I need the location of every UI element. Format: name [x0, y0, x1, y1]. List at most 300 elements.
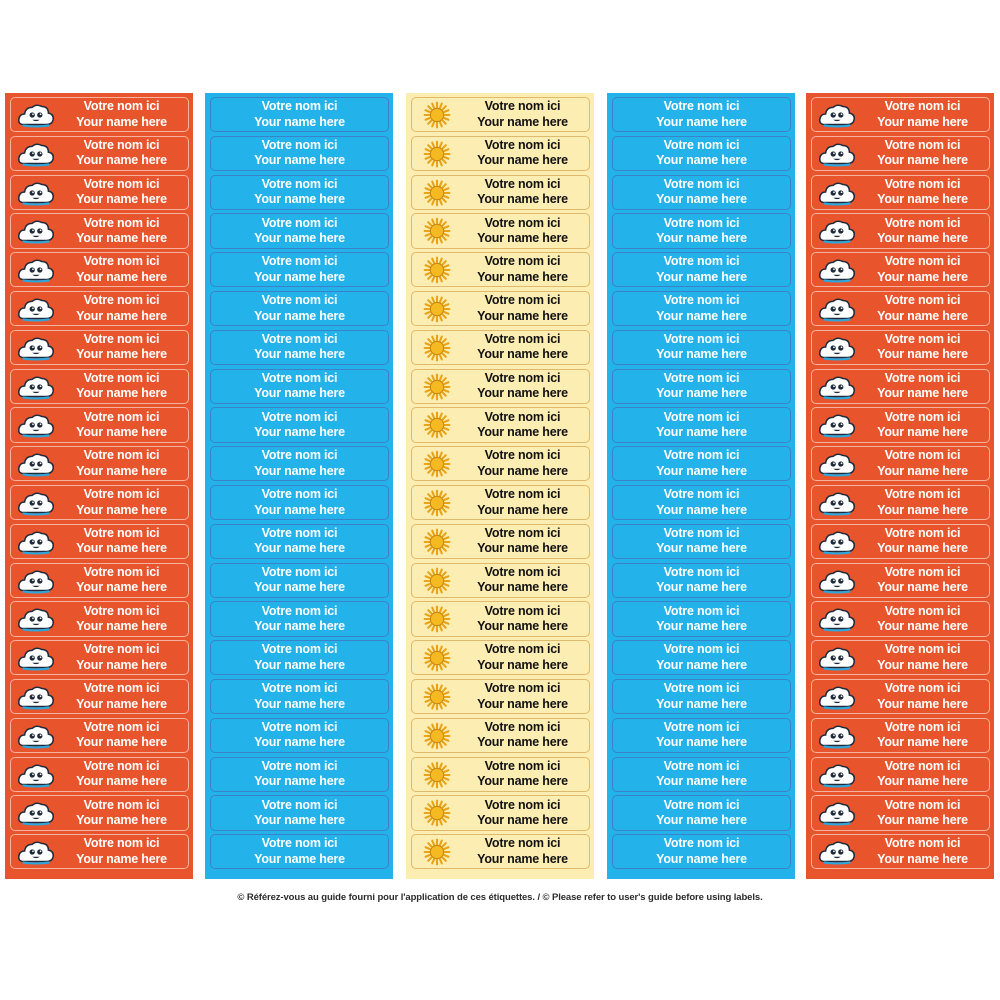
label-line-french: Votre nom ici: [884, 681, 961, 696]
label-text: [59, 643, 184, 672]
label-line-english: Your name here: [477, 192, 568, 207]
name-label: [10, 563, 189, 598]
name-label: [612, 524, 791, 559]
label-line-french: Votre nom ici: [884, 797, 961, 812]
label-text: [460, 566, 585, 595]
label-line-english: Your name here: [254, 463, 345, 478]
label-text: [215, 100, 384, 129]
label-line-english: Your name here: [477, 735, 568, 750]
name-label: [612, 252, 791, 287]
name-label: [612, 718, 791, 753]
name-label: [210, 795, 389, 830]
cloud-icon: [818, 761, 856, 789]
label-line-french: Votre nom ici: [884, 99, 961, 114]
label-text: [59, 604, 184, 633]
name-label: [811, 291, 990, 326]
name-label: [811, 175, 990, 210]
name-label: [811, 485, 990, 520]
name-label: [411, 175, 590, 210]
name-label: [210, 679, 389, 714]
label-line-english: Your name here: [656, 696, 747, 711]
name-label: [10, 640, 189, 675]
sun-icon: [418, 256, 456, 284]
label-line-french: Votre nom ici: [83, 487, 160, 502]
label-line-french: Votre nom ici: [83, 681, 160, 696]
label-line-english: Your name here: [656, 619, 747, 634]
label-line-english: Your name here: [656, 114, 747, 129]
label-text: [617, 255, 786, 284]
name-label: [411, 291, 590, 326]
name-label: [811, 718, 990, 753]
label-line-english: Your name here: [76, 192, 167, 207]
label-line-english: Your name here: [656, 192, 747, 207]
label-line-english: Your name here: [254, 231, 345, 246]
label-text: [59, 449, 184, 478]
sun-icon: [418, 411, 456, 439]
label-text: [460, 100, 585, 129]
label-line-english: Your name here: [76, 231, 167, 246]
label-line-english: Your name here: [76, 851, 167, 866]
label-line-english: Your name here: [656, 425, 747, 440]
label-text: [215, 682, 384, 711]
name-label: [612, 679, 791, 714]
label-line-english: Your name here: [477, 308, 568, 323]
name-label: [811, 757, 990, 792]
label-line-english: Your name here: [254, 541, 345, 556]
label-line-french: Votre nom ici: [884, 836, 961, 851]
label-line-french: Votre nom ici: [663, 293, 740, 308]
label-line-english: Your name here: [656, 735, 747, 750]
label-line-french: Votre nom ici: [261, 719, 338, 734]
cloud-icon: [17, 722, 55, 750]
label-line-english: Your name here: [477, 269, 568, 284]
cloud-icon: [17, 605, 55, 633]
label-column-blue-left: [205, 93, 393, 879]
label-text: [215, 760, 384, 789]
cloud-icon: [17, 761, 55, 789]
label-line-french: Votre nom ici: [83, 293, 160, 308]
label-line-english: Your name here: [254, 735, 345, 750]
label-text: [860, 178, 985, 207]
label-line-english: Your name here: [877, 735, 968, 750]
cloud-icon: [17, 644, 55, 672]
label-text: [860, 255, 985, 284]
label-line-french: Votre nom ici: [261, 293, 338, 308]
cloud-icon: [17, 838, 55, 866]
cloud-icon: [818, 722, 856, 750]
label-text: [215, 216, 384, 245]
label-line-english: Your name here: [254, 386, 345, 401]
cloud-icon: [818, 605, 856, 633]
sun-icon: [418, 722, 456, 750]
label-line-english: Your name here: [877, 619, 968, 634]
label-line-french: Votre nom ici: [484, 176, 561, 191]
label-line-french: Votre nom ici: [83, 409, 160, 424]
name-label: [612, 446, 791, 481]
label-text: [215, 333, 384, 362]
label-line-english: Your name here: [477, 657, 568, 672]
label-line-english: Your name here: [477, 774, 568, 789]
label-line-english: Your name here: [877, 502, 968, 517]
label-line-english: Your name here: [254, 425, 345, 440]
label-line-english: Your name here: [477, 541, 568, 556]
label-text: [860, 372, 985, 401]
cloud-icon: [17, 334, 55, 362]
label-line-french: Votre nom ici: [261, 603, 338, 618]
sun-icon: [418, 489, 456, 517]
name-label: [210, 718, 389, 753]
label-line-french: Votre nom ici: [663, 564, 740, 579]
label-line-english: Your name here: [76, 114, 167, 129]
name-label: [10, 718, 189, 753]
name-label: [411, 524, 590, 559]
label-line-english: Your name here: [76, 541, 167, 556]
label-text: [617, 410, 786, 439]
label-line-french: Votre nom ici: [261, 836, 338, 851]
label-line-english: Your name here: [877, 696, 968, 711]
sun-icon: [418, 217, 456, 245]
label-line-french: Votre nom ici: [884, 370, 961, 385]
sun-icon: [418, 605, 456, 633]
label-column-cloud-left: [5, 93, 193, 879]
label-line-french: Votre nom ici: [484, 564, 561, 579]
cloud-icon: [818, 373, 856, 401]
label-line-french: Votre nom ici: [484, 758, 561, 773]
label-line-french: Votre nom ici: [663, 331, 740, 346]
cloud-icon: [818, 179, 856, 207]
name-label: [411, 97, 590, 132]
label-line-french: Votre nom ici: [83, 448, 160, 463]
cloud-icon: [818, 799, 856, 827]
label-line-english: Your name here: [254, 269, 345, 284]
label-line-french: Votre nom ici: [663, 215, 740, 230]
label-line-english: Your name here: [877, 851, 968, 866]
cloud-icon: [818, 489, 856, 517]
label-line-french: Votre nom ici: [484, 99, 561, 114]
label-line-french: Votre nom ici: [83, 176, 160, 191]
name-label: [811, 252, 990, 287]
label-line-french: Votre nom ici: [663, 370, 740, 385]
label-line-french: Votre nom ici: [261, 758, 338, 773]
name-label: [811, 330, 990, 365]
cloud-icon: [818, 334, 856, 362]
label-line-french: Votre nom ici: [83, 564, 160, 579]
label-text: [460, 604, 585, 633]
label-text: [617, 294, 786, 323]
label-line-french: Votre nom ici: [83, 215, 160, 230]
label-line-french: Votre nom ici: [261, 448, 338, 463]
name-label: [10, 213, 189, 248]
name-label: [10, 252, 189, 287]
label-line-french: Votre nom ici: [261, 642, 338, 657]
label-line-french: Votre nom ici: [484, 642, 561, 657]
label-line-english: Your name here: [254, 192, 345, 207]
cloud-icon: [17, 295, 55, 323]
name-label: [10, 679, 189, 714]
cloud-icon: [818, 450, 856, 478]
label-text: [860, 604, 985, 633]
label-line-french: Votre nom ici: [484, 215, 561, 230]
name-label: [612, 369, 791, 404]
label-line-english: Your name here: [76, 425, 167, 440]
label-text: [860, 760, 985, 789]
label-text: [617, 333, 786, 362]
label-line-french: Votre nom ici: [261, 99, 338, 114]
label-text: [59, 294, 184, 323]
label-line-french: Votre nom ici: [484, 254, 561, 269]
label-line-french: Votre nom ici: [83, 370, 160, 385]
name-label: [411, 757, 590, 792]
label-text: [860, 721, 985, 750]
label-line-french: Votre nom ici: [884, 409, 961, 424]
label-text: [59, 527, 184, 556]
label-text: [215, 721, 384, 750]
label-line-french: Votre nom ici: [663, 603, 740, 618]
label-text: [617, 449, 786, 478]
label-text: [860, 682, 985, 711]
label-line-french: Votre nom ici: [884, 254, 961, 269]
label-line-french: Votre nom ici: [261, 409, 338, 424]
label-text: [617, 488, 786, 517]
label-text: [617, 372, 786, 401]
sun-icon: [418, 838, 456, 866]
label-line-english: Your name here: [76, 153, 167, 168]
label-line-english: Your name here: [656, 774, 747, 789]
label-line-french: Votre nom ici: [484, 409, 561, 424]
name-label: [811, 407, 990, 442]
label-line-english: Your name here: [254, 813, 345, 827]
name-label: [612, 563, 791, 598]
label-line-english: Your name here: [254, 347, 345, 362]
cloud-icon: [17, 179, 55, 207]
cloud-icon: [818, 140, 856, 168]
label-column-sun: [406, 93, 594, 879]
label-line-english: Your name here: [254, 657, 345, 672]
label-line-french: Votre nom ici: [663, 642, 740, 657]
name-label: [210, 640, 389, 675]
label-text: [860, 216, 985, 245]
sun-icon: [418, 761, 456, 789]
name-label: [811, 679, 990, 714]
label-line-english: Your name here: [656, 269, 747, 284]
name-label: [210, 252, 389, 287]
name-label: [210, 407, 389, 442]
label-line-english: Your name here: [877, 153, 968, 168]
label-line-french: Votre nom ici: [83, 137, 160, 152]
sun-icon: [418, 567, 456, 595]
label-line-french: Votre nom ici: [261, 137, 338, 152]
label-text: [59, 760, 184, 789]
label-text: [215, 372, 384, 401]
name-label: [210, 524, 389, 559]
label-text: [215, 410, 384, 439]
name-label: [811, 369, 990, 404]
label-text: [460, 837, 585, 866]
label-text: [59, 410, 184, 439]
label-text: [460, 488, 585, 517]
label-line-english: Your name here: [877, 813, 968, 827]
name-label: [612, 175, 791, 210]
label-line-english: Your name here: [877, 463, 968, 478]
label-text: [215, 798, 384, 827]
label-line-french: Votre nom ici: [884, 603, 961, 618]
name-label: [811, 97, 990, 132]
sun-icon: [418, 334, 456, 362]
name-label: [811, 136, 990, 171]
name-label: [612, 757, 791, 792]
label-text: [860, 333, 985, 362]
label-line-french: Votre nom ici: [484, 370, 561, 385]
label-text: [460, 333, 585, 362]
name-label: [10, 369, 189, 404]
label-line-french: Votre nom ici: [663, 525, 740, 540]
label-text: [460, 721, 585, 750]
label-text: [460, 139, 585, 168]
label-line-english: Your name here: [477, 231, 568, 246]
name-label: [210, 291, 389, 326]
label-text: [860, 449, 985, 478]
label-line-french: Votre nom ici: [884, 719, 961, 734]
label-line-english: Your name here: [877, 774, 968, 789]
label-line-french: Votre nom ici: [884, 487, 961, 502]
label-line-english: Your name here: [477, 153, 568, 168]
label-line-french: Votre nom ici: [484, 448, 561, 463]
label-line-french: Votre nom ici: [884, 331, 961, 346]
cloud-icon: [17, 683, 55, 711]
label-line-french: Votre nom ici: [663, 797, 740, 812]
label-line-english: Your name here: [254, 619, 345, 634]
label-text: [860, 410, 985, 439]
name-label: [411, 640, 590, 675]
name-label: [411, 834, 590, 869]
cloud-icon: [818, 528, 856, 556]
label-line-english: Your name here: [477, 425, 568, 440]
cloud-icon: [17, 140, 55, 168]
label-column-blue-right: [607, 93, 795, 879]
label-line-french: Votre nom ici: [83, 99, 160, 114]
label-column-cloud-right: [806, 93, 994, 879]
label-line-english: Your name here: [254, 580, 345, 595]
label-text: [59, 333, 184, 362]
label-line-english: Your name here: [477, 386, 568, 401]
label-text: [460, 682, 585, 711]
name-label: [10, 97, 189, 132]
label-text: [617, 216, 786, 245]
label-line-english: Your name here: [76, 580, 167, 595]
label-line-english: Your name here: [656, 851, 747, 866]
label-line-english: Your name here: [477, 851, 568, 866]
name-label: [612, 330, 791, 365]
label-line-french: Votre nom ici: [663, 254, 740, 269]
label-text: [59, 798, 184, 827]
label-text: [59, 372, 184, 401]
label-line-english: Your name here: [656, 347, 747, 362]
label-line-english: Your name here: [877, 308, 968, 323]
label-line-french: Votre nom ici: [884, 758, 961, 773]
cloud-icon: [818, 567, 856, 595]
name-label: [612, 97, 791, 132]
label-line-english: Your name here: [254, 774, 345, 789]
label-text: [460, 372, 585, 401]
sun-icon: [418, 295, 456, 323]
label-text: [860, 100, 985, 129]
label-line-french: Votre nom ici: [663, 99, 740, 114]
label-line-english: Your name here: [877, 386, 968, 401]
cloud-icon: [818, 256, 856, 284]
label-text: [617, 178, 786, 207]
name-label: [811, 213, 990, 248]
usage-notice: © Référez-vous au guide fourni pour l'application de ces étiquettes. / © Please refer to user's guide before using labels.: [237, 892, 763, 903]
label-line-english: Your name here: [76, 657, 167, 672]
label-line-english: Your name here: [76, 774, 167, 789]
name-label: [612, 485, 791, 520]
name-label: [411, 407, 590, 442]
cloud-icon: [17, 528, 55, 556]
label-line-english: Your name here: [477, 463, 568, 478]
name-label: [612, 407, 791, 442]
cloud-icon: [17, 217, 55, 245]
name-label: [10, 601, 189, 636]
label-text: [617, 837, 786, 866]
name-label: [612, 213, 791, 248]
name-label: [210, 485, 389, 520]
label-text: [215, 837, 384, 866]
label-line-english: Your name here: [477, 813, 568, 827]
label-line-french: Votre nom ici: [484, 525, 561, 540]
name-label: [811, 834, 990, 869]
label-line-french: Votre nom ici: [83, 331, 160, 346]
label-line-english: Your name here: [877, 580, 968, 595]
label-line-french: Votre nom ici: [484, 293, 561, 308]
name-label: [210, 563, 389, 598]
name-label: [411, 446, 590, 481]
cloud-icon: [17, 256, 55, 284]
label-text: [59, 216, 184, 245]
label-line-french: Votre nom ici: [261, 681, 338, 696]
sun-icon: [418, 683, 456, 711]
name-label: [210, 834, 389, 869]
label-line-english: Your name here: [477, 696, 568, 711]
label-line-english: Your name here: [254, 502, 345, 517]
label-text: [460, 527, 585, 556]
label-line-french: Votre nom ici: [884, 525, 961, 540]
label-text: [860, 643, 985, 672]
sun-icon: [418, 373, 456, 401]
label-line-french: Votre nom ici: [484, 331, 561, 346]
name-label: [10, 795, 189, 830]
label-text: [617, 604, 786, 633]
label-text: [617, 139, 786, 168]
label-line-english: Your name here: [254, 696, 345, 711]
label-line-english: Your name here: [656, 657, 747, 672]
label-line-english: Your name here: [76, 813, 167, 827]
label-line-french: Votre nom ici: [884, 293, 961, 308]
label-text: [860, 837, 985, 866]
name-label: [210, 757, 389, 792]
name-label: [411, 601, 590, 636]
label-line-english: Your name here: [877, 114, 968, 129]
label-text: [460, 294, 585, 323]
label-line-english: Your name here: [877, 541, 968, 556]
label-text: [59, 837, 184, 866]
cloud-icon: [818, 411, 856, 439]
name-label: [411, 252, 590, 287]
sun-icon: [418, 799, 456, 827]
name-label: [612, 795, 791, 830]
label-line-french: Votre nom ici: [83, 836, 160, 851]
sun-icon: [418, 179, 456, 207]
label-line-french: Votre nom ici: [261, 797, 338, 812]
